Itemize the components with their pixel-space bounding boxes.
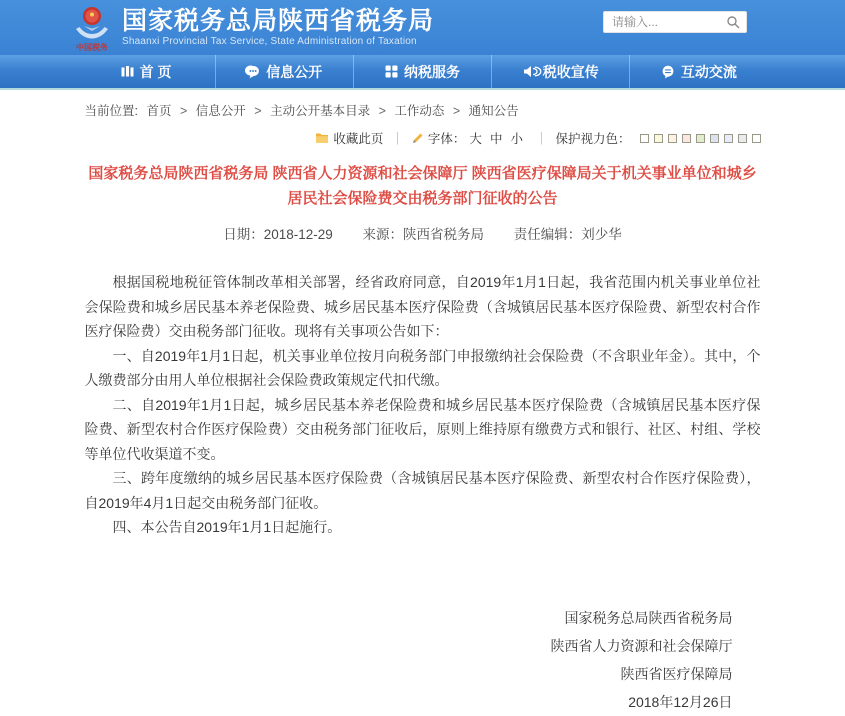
pencil-icon — [412, 132, 424, 144]
tax-bureau-logo[interactable] — [72, 5, 112, 53]
nav-item-label: 互动交流 — [680, 63, 737, 80]
chat-round-icon — [661, 65, 675, 79]
site-title: 国家税务总局陕西省税务局 — [122, 7, 435, 35]
article-paragraph: 根据国税地税征管体制改革相关部署，经省政府同意，自2019年1月1日起，我省范围内机关事业单位社会保险费和城乡居民基本养老保险费、城乡居民基本医疗保险费（含城镇居民基本医疗保险费、新型农村合作医疗保险费）交由税务部门征收。现将有关事项公告如下： — [84, 274, 761, 339]
breadcrumb-separator: > — [378, 104, 386, 118]
article-title: 国家税务总局陕西省税务局 陕西省人力资源和社会保障厅 陕西省医疗保障局关于机关事业单位和城乡居民社会保险费交由税务部门征收的公告 — [88, 165, 757, 207]
nav-item-tax-services[interactable] — [353, 55, 491, 88]
chat-bubble-icon — [246, 65, 260, 79]
breadcrumb — [85, 90, 761, 119]
page-content — [85, 90, 761, 716]
breadcrumb-prefix: 当前位置: — [84, 104, 138, 118]
eye-protect-label: 保护视力色： — [555, 132, 631, 146]
eye-protect-swatches — [635, 134, 761, 143]
font-size-label: 字体： — [427, 132, 466, 146]
breadcrumb-separator: > — [452, 104, 461, 118]
eye-protect-color-swatch[interactable] — [738, 134, 747, 143]
nav-item-label: 税收宣传 — [542, 63, 599, 80]
grid-icon — [385, 65, 398, 78]
eye-protect-color-swatch[interactable] — [696, 134, 705, 143]
search-button[interactable] — [726, 14, 742, 30]
toolbar-divider: ｜ — [391, 132, 404, 146]
search-box — [603, 11, 747, 33]
signature-date: 2018年12月26日 — [628, 693, 733, 710]
signature-line: 国家税务总局陕西省税务局 — [564, 609, 733, 626]
article-source: 来源：陕西省税务局 — [362, 227, 485, 242]
china-tax-emblem-icon — [72, 5, 112, 53]
article-meta — [85, 223, 761, 243]
font-size-small[interactable]: 小 — [510, 132, 523, 146]
article-paragraph: 三、跨年度缴纳的城乡居民基本医疗保险费（含城镇居民基本医疗保险费、新型农村合作医疗保险费），自2019年4月1日起交由税务部门征收。 — [84, 470, 761, 511]
breadcrumb-item-catalog[interactable]: 主动公开基本目录 — [270, 104, 371, 118]
search-icon — [726, 15, 741, 30]
site-subtitle: Shaanxi Provincial Tax Service, State Administration of Taxation — [122, 36, 417, 47]
nav-item-label: 信息公开 — [266, 63, 323, 80]
eye-protect-color-swatch[interactable] — [682, 134, 691, 143]
article-paragraph: 二、自2019年1月1日起，城乡居民基本养老保险费和城乡居民基本医疗保险费（含城镇居民基本医疗保险费、新型农村合作医疗保险费）交由税务部门征收后，原则上维持原有缴费方式和银行、社区、村组、学校等单位代收渠道不变。 — [84, 396, 761, 462]
article-body — [85, 270, 761, 540]
breadcrumb-separator: > — [179, 104, 188, 118]
breadcrumb-item-info-disclosure[interactable]: 信息公开 — [195, 104, 246, 118]
nav-item-interaction[interactable] — [629, 55, 767, 88]
nav-item-label: 纳税服务 — [404, 63, 460, 80]
signature-line: 陕西省人力资源和社会保障厅 — [550, 637, 733, 654]
main-nav — [0, 55, 845, 90]
nav-item-tax-publicity[interactable] — [491, 55, 629, 88]
eye-protect-color-swatch[interactable] — [668, 134, 677, 143]
breadcrumb-separator: > — [254, 104, 262, 118]
article-toolbar — [85, 129, 761, 147]
nav-item-label: 首 页 — [139, 63, 172, 80]
breadcrumb-item-work-dynamics[interactable]: 工作动态 — [394, 104, 445, 118]
breadcrumb-item-notices[interactable]: 通知公告 — [468, 104, 519, 118]
nav-item-info-disclosure[interactable] — [215, 55, 353, 88]
favorite-page-button[interactable] — [315, 129, 383, 147]
article-paragraph: 一、自2019年1月1日起，机关事业单位按月向税务部门申报缴纳社会保险费（不含职业年金）。其中，个人缴费部分由用人单位根据社会保险费政策规定代扣代缴。 — [84, 347, 761, 388]
article-date: 日期：2018-12-29 — [223, 227, 333, 242]
signature-line: 陕西省医疗保障局 — [620, 665, 733, 682]
breadcrumb-item-home[interactable]: 首页 — [146, 104, 172, 118]
site-titles — [122, 8, 434, 47]
eye-protect-color-swatch[interactable] — [640, 134, 649, 143]
article-signatures — [85, 604, 761, 716]
home-columns-icon — [121, 65, 134, 78]
article-editor: 责任编辑：刘少华 — [513, 227, 622, 242]
speaker-icon — [523, 65, 537, 78]
font-size-large[interactable]: 大 — [469, 132, 482, 146]
svg-text:中国税务: 中国税务 — [76, 42, 108, 52]
nav-item-home[interactable] — [78, 55, 215, 88]
eye-protect-color-swatch[interactable] — [710, 134, 719, 143]
font-size-medium[interactable]: 中 — [489, 132, 503, 146]
toolbar-divider: ｜ — [534, 132, 548, 146]
site-header — [0, 0, 845, 55]
eye-protect-color-swatch[interactable] — [724, 134, 733, 143]
favorite-page-label: 收藏此页 — [333, 132, 384, 146]
article-paragraph: 四、本公告自2019年1月1日起施行。 — [112, 519, 342, 535]
folder-icon — [315, 132, 329, 144]
search-input[interactable] — [612, 15, 726, 29]
eye-protect-color-swatch[interactable] — [752, 134, 761, 143]
eye-protect-color-swatch[interactable] — [654, 134, 663, 143]
